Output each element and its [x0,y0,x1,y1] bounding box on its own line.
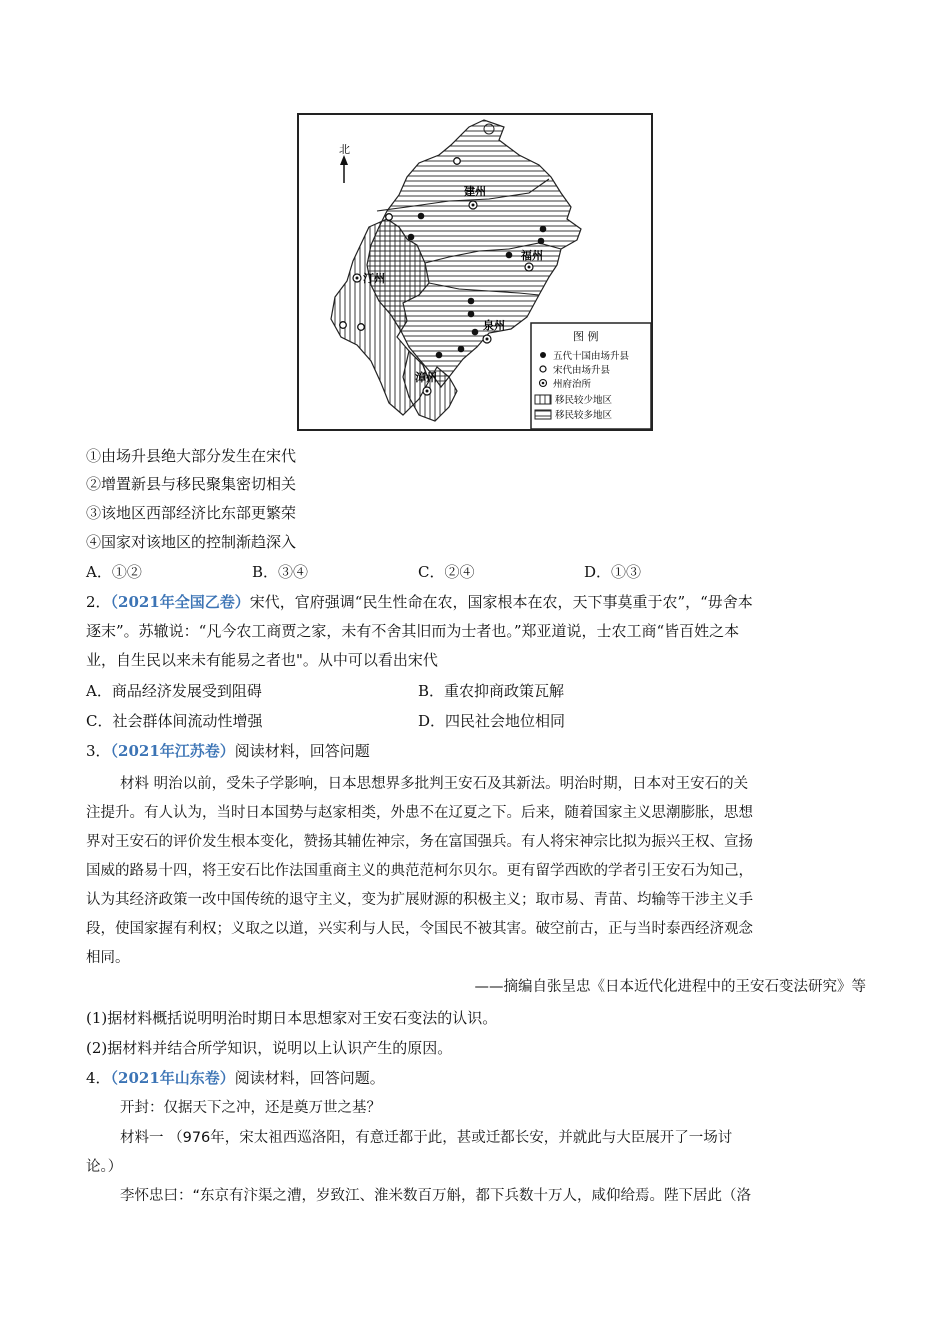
q3-sub-1: (1)据材料概括说明明治时期日本思想家对王安石变法的认识。 [86,1009,498,1027]
q3-material-line-2: 注提升。有人认为，当时日本国势与赵家相类，外患不在辽夏之下。后来，随着国家主义思潮膨胀，思想 [86,805,753,821]
legend-item-2: 宋代由场升县 [553,365,611,376]
q2-option-c: C．社会群体间流动性增强 [86,712,263,730]
q2-number: 2． [86,593,111,611]
q3-material-line-5: 认为其经济政策一改中国传统的退守主义，变为扩展财源的积极主义；取市易、青苗、均输等干涉主义手 [86,892,753,908]
q3-stem: 阅读材料，回答问题 [234,742,370,760]
q4-number: 4． [86,1069,111,1087]
legend-item-5: 移民较多地区 [555,410,613,421]
q3-material-line-6: 段，使国家握有利权；义取之以道，兴实利与人民，令国民不被其害。破空前古，正与当时泰西经济观念 [86,921,753,937]
q4-header [86,1068,385,1088]
q4-source: （2021年山东卷） [110,1069,235,1087]
fujian-map [299,115,651,429]
q2-option-d: D．四民社会地位相同 [418,712,566,730]
q2-source: （2021年全国乙卷） [110,593,250,611]
q4-stem: 阅读材料，回答问题。 [234,1069,385,1087]
q3-material-line-4: 国威的路易十四，将王安石比作法国重商主义的典范范柯尔贝尔。更有留学西欧的学者引王安石为知己， [86,863,753,879]
q3-sub-2: (2)据材料并结合所学知识，说明以上认识产生的原因。 [86,1039,453,1057]
city-fuzhou: 福州 [521,249,543,262]
q2-stem-1: 宋代，官府强调“民生性命在农，国家根本在农，天下事莫重于农”，“毋舍本 [249,593,753,611]
legend-item-3: 州府治所 [553,379,592,390]
q4-title-line: 开封：仅据天下之冲，还是奠万世之基？ [120,1100,381,1116]
q1-option-b: B．③④ [252,563,309,581]
q4-material1-line-2: 论。） [86,1159,123,1175]
legend-title: 图 例 [573,330,599,343]
q3-material-line-7: 相同。 [86,950,130,966]
q3-header [86,741,370,761]
q1-statement-3: ③该地区西部经济比东部更繁荣 [86,504,297,522]
q1-statement-4: ④国家对该地区的控制渐趋深入 [86,533,297,551]
q1-option-d: D．①③ [584,563,642,581]
q3-material-line-3: 界对王安石的评价发生根本变化，赞扬其辅佐神宗，务在富国强兵。有人将宋神宗比拟为振兴王权、宣扬 [86,834,753,850]
q1-statement-1: ①由场升县绝大部分发生在宋代 [86,447,297,465]
q1-option-a: A．①② [86,563,142,581]
q2-option-b: B．重农抑商政策瓦解 [418,682,565,700]
q2-line-1 [86,592,753,612]
city-jianzhou: 建州 [464,185,486,198]
q4-material1-line-3: 李怀忠曰：“东京有汴渠之漕，岁致江、淮米数百万斛，都下兵数十万人，咸仰给焉。陛下居此（洛 [120,1188,752,1204]
q4-material1-line-1: 材料一 （976年，宋太祖西巡洛阳，有意迁都于此，甚或迁都长安，并就此与大臣展开了一场讨 [120,1130,733,1146]
q3-material-line-1: 材料 明治以前，受朱子学影响，日本思想界多批判王安石及其新法。明治时期，日本对王安石的关 [120,776,749,792]
q2-stem-3: 业，自生民以来未有能易之者也"。从中可以看出宋代 [86,651,438,669]
q3-material [86,770,866,973]
legend-item-1: 五代十国由场升县 [553,351,630,362]
q2-option-a: A．商品经济发展受到阻碍 [86,682,262,700]
q3-citation: ——摘编自张呈忠《日本近代化进程中的王安石变法研究》等 [474,979,866,995]
city-zhangzhou: 漳州 [415,371,437,384]
q2-stem-2: 逐末”。苏辙说：“凡今农工商贾之家，未有不舍其旧而为士者也。”郑亚道说，士农工商“皆百姓之本 [86,622,740,640]
q1-option-c: C．②④ [418,563,475,581]
city-tingzhou: 汀州 [363,272,385,285]
q3-number: 3． [86,742,111,760]
q3-source: （2021年江苏卷） [110,742,235,760]
city-quanzhou: 泉州 [483,319,505,332]
north-label: 北 [339,143,350,156]
q1-statement-2: ②增置新县与移民聚集密切相关 [86,475,297,493]
legend-item-4: 移民较少地区 [555,395,613,406]
map-figure [297,113,653,431]
